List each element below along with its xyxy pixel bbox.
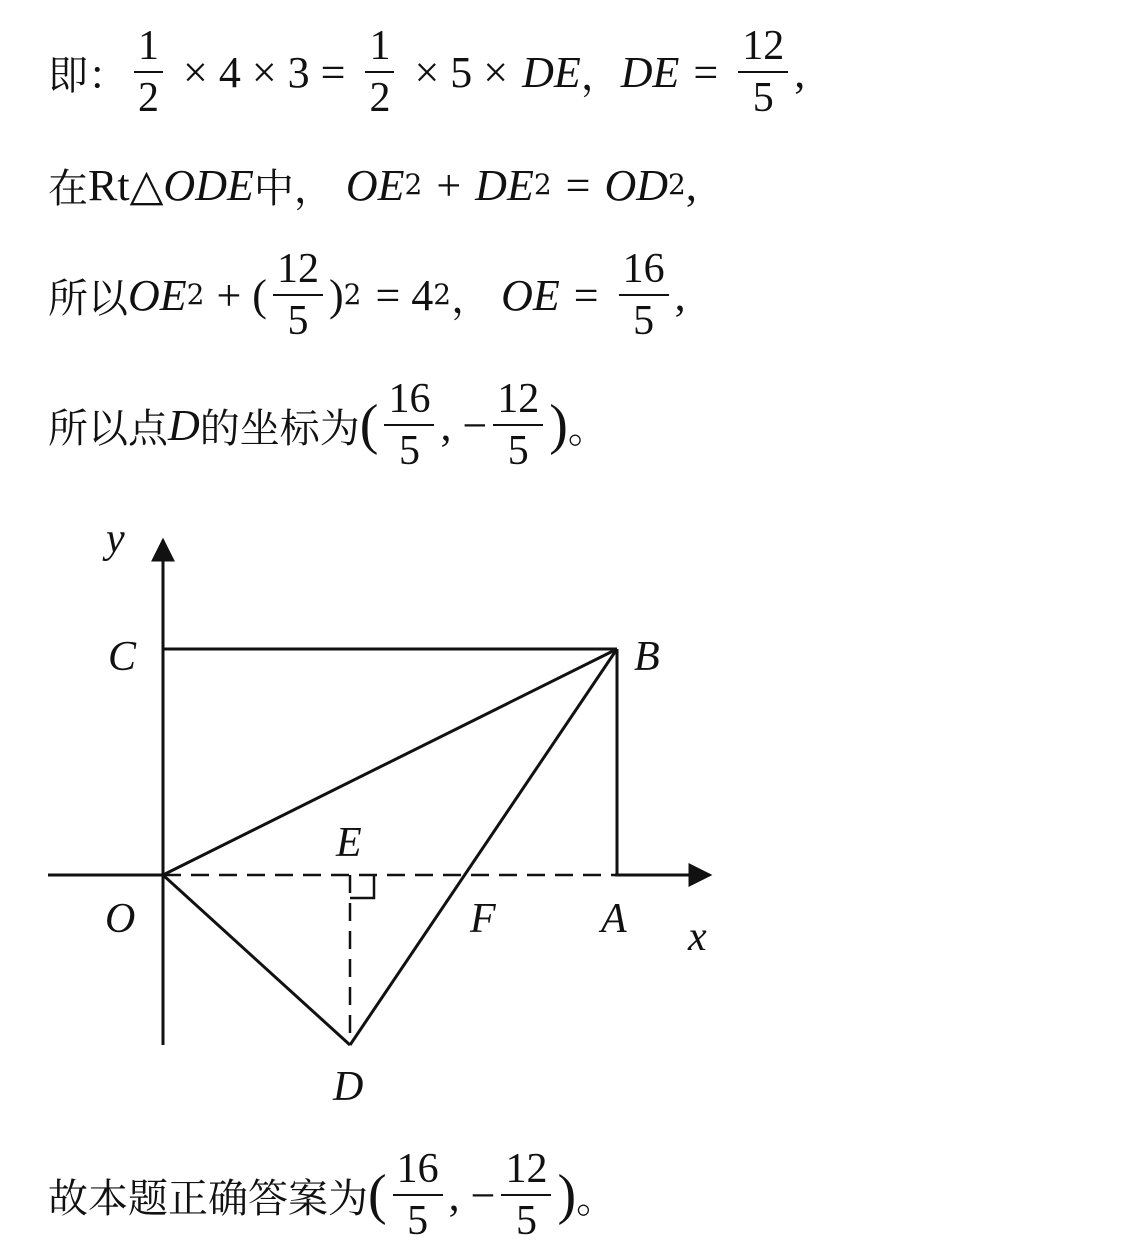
- numerator: 12: [497, 376, 540, 422]
- fraction: [619, 248, 669, 342]
- fraction: [393, 1148, 443, 1242]
- math-text: + (: [216, 270, 267, 320]
- math-var: OE: [345, 160, 405, 210]
- fraction: [738, 25, 788, 119]
- numerator: 12: [742, 23, 785, 69]
- numerator: 12: [505, 1146, 548, 1192]
- numerator: 1: [369, 23, 391, 69]
- paren-open: (: [368, 1164, 387, 1226]
- denominator: 5: [287, 298, 309, 344]
- paren-close: ): [557, 1164, 577, 1226]
- math-var: DE: [620, 47, 680, 97]
- label-A: A: [601, 896, 627, 942]
- label-x: x: [688, 914, 707, 960]
- fraction: [493, 378, 543, 472]
- text: 在: [48, 165, 88, 212]
- text: 所以: [48, 275, 128, 322]
- label-y: y: [106, 520, 125, 562]
- numerator: 1: [138, 23, 159, 69]
- math-text: =: [693, 47, 719, 97]
- math-var: ODE: [163, 160, 254, 210]
- math-text: ,: [674, 270, 686, 320]
- text: 中，: [253, 165, 334, 212]
- label-F: F: [470, 896, 496, 942]
- right-angle-mark: [350, 875, 374, 898]
- text: 所以点: [48, 405, 168, 452]
- label-O: O: [105, 896, 136, 942]
- segment-OD: [163, 875, 350, 1045]
- math-var: DE: [522, 47, 581, 97]
- label-C: C: [108, 634, 137, 680]
- numerator: 16: [396, 1146, 439, 1192]
- label-B: B: [634, 634, 660, 680]
- text: 故本题正确答案为: [48, 1175, 368, 1222]
- text: 即：: [48, 52, 128, 99]
- math-text: ): [328, 270, 344, 320]
- denominator: 2: [369, 75, 391, 121]
- math-text: , −: [448, 1170, 496, 1220]
- text: 。: [567, 405, 608, 452]
- paren-close: ): [549, 394, 568, 456]
- math-var: D: [168, 400, 200, 450]
- denominator: 5: [407, 1198, 429, 1244]
- numerator: 16: [622, 246, 665, 292]
- denominator: 5: [398, 428, 420, 474]
- math-var: OE: [128, 270, 187, 320]
- geometry-figure: [40, 520, 740, 1120]
- paren-open: (: [359, 394, 379, 456]
- fraction: [384, 378, 434, 472]
- numerator: 12: [276, 246, 319, 292]
- math-text: +: [436, 160, 462, 210]
- label-E: E: [336, 820, 362, 866]
- denominator: 2: [138, 75, 159, 121]
- fraction: [273, 248, 323, 342]
- text: ，: [580, 52, 621, 99]
- math-var: OE: [501, 270, 560, 320]
- answer-line: [48, 1145, 616, 1245]
- fraction: [501, 1148, 551, 1242]
- denominator: 5: [515, 1198, 537, 1244]
- math-text: , −: [440, 400, 488, 450]
- equation-line-2: 在 Rt △ ODE 中， OE 2 + DE 2 = OD 2 ,: [48, 135, 697, 235]
- denominator: 5: [752, 75, 774, 121]
- equation-line-1: [48, 22, 805, 122]
- math-text: = 4: [375, 270, 434, 320]
- math-text: × 4 × 3 =: [183, 47, 346, 97]
- segment-OB: [163, 649, 617, 875]
- denominator: 5: [633, 298, 655, 344]
- math-var: OD: [604, 160, 669, 210]
- text: 。: [576, 1175, 617, 1222]
- equation-line-3: 所以 OE 2 + ( $\frac{12}{5}$ ) 2 = 4 2 ， OE = $\frac{16}{5}$ ,: [48, 246, 686, 344]
- math-text: △: [129, 160, 164, 210]
- math-text: × 5 ×: [414, 47, 509, 97]
- math-text: ,: [794, 47, 806, 97]
- math-var: DE: [475, 160, 534, 210]
- denominator: 5: [507, 428, 529, 474]
- text: 的坐标为: [199, 405, 360, 452]
- segment-BD: [350, 649, 617, 1045]
- numerator: 16: [388, 376, 431, 422]
- label-D: D: [333, 1064, 364, 1110]
- math-text: Rt: [88, 160, 130, 210]
- math-text: =: [565, 160, 591, 210]
- fraction: [134, 25, 163, 119]
- equation-line-4: [48, 375, 608, 475]
- text: ，: [451, 275, 492, 322]
- math-text: ,: [685, 160, 697, 210]
- fraction: [365, 25, 394, 119]
- math-text: =: [573, 270, 599, 320]
